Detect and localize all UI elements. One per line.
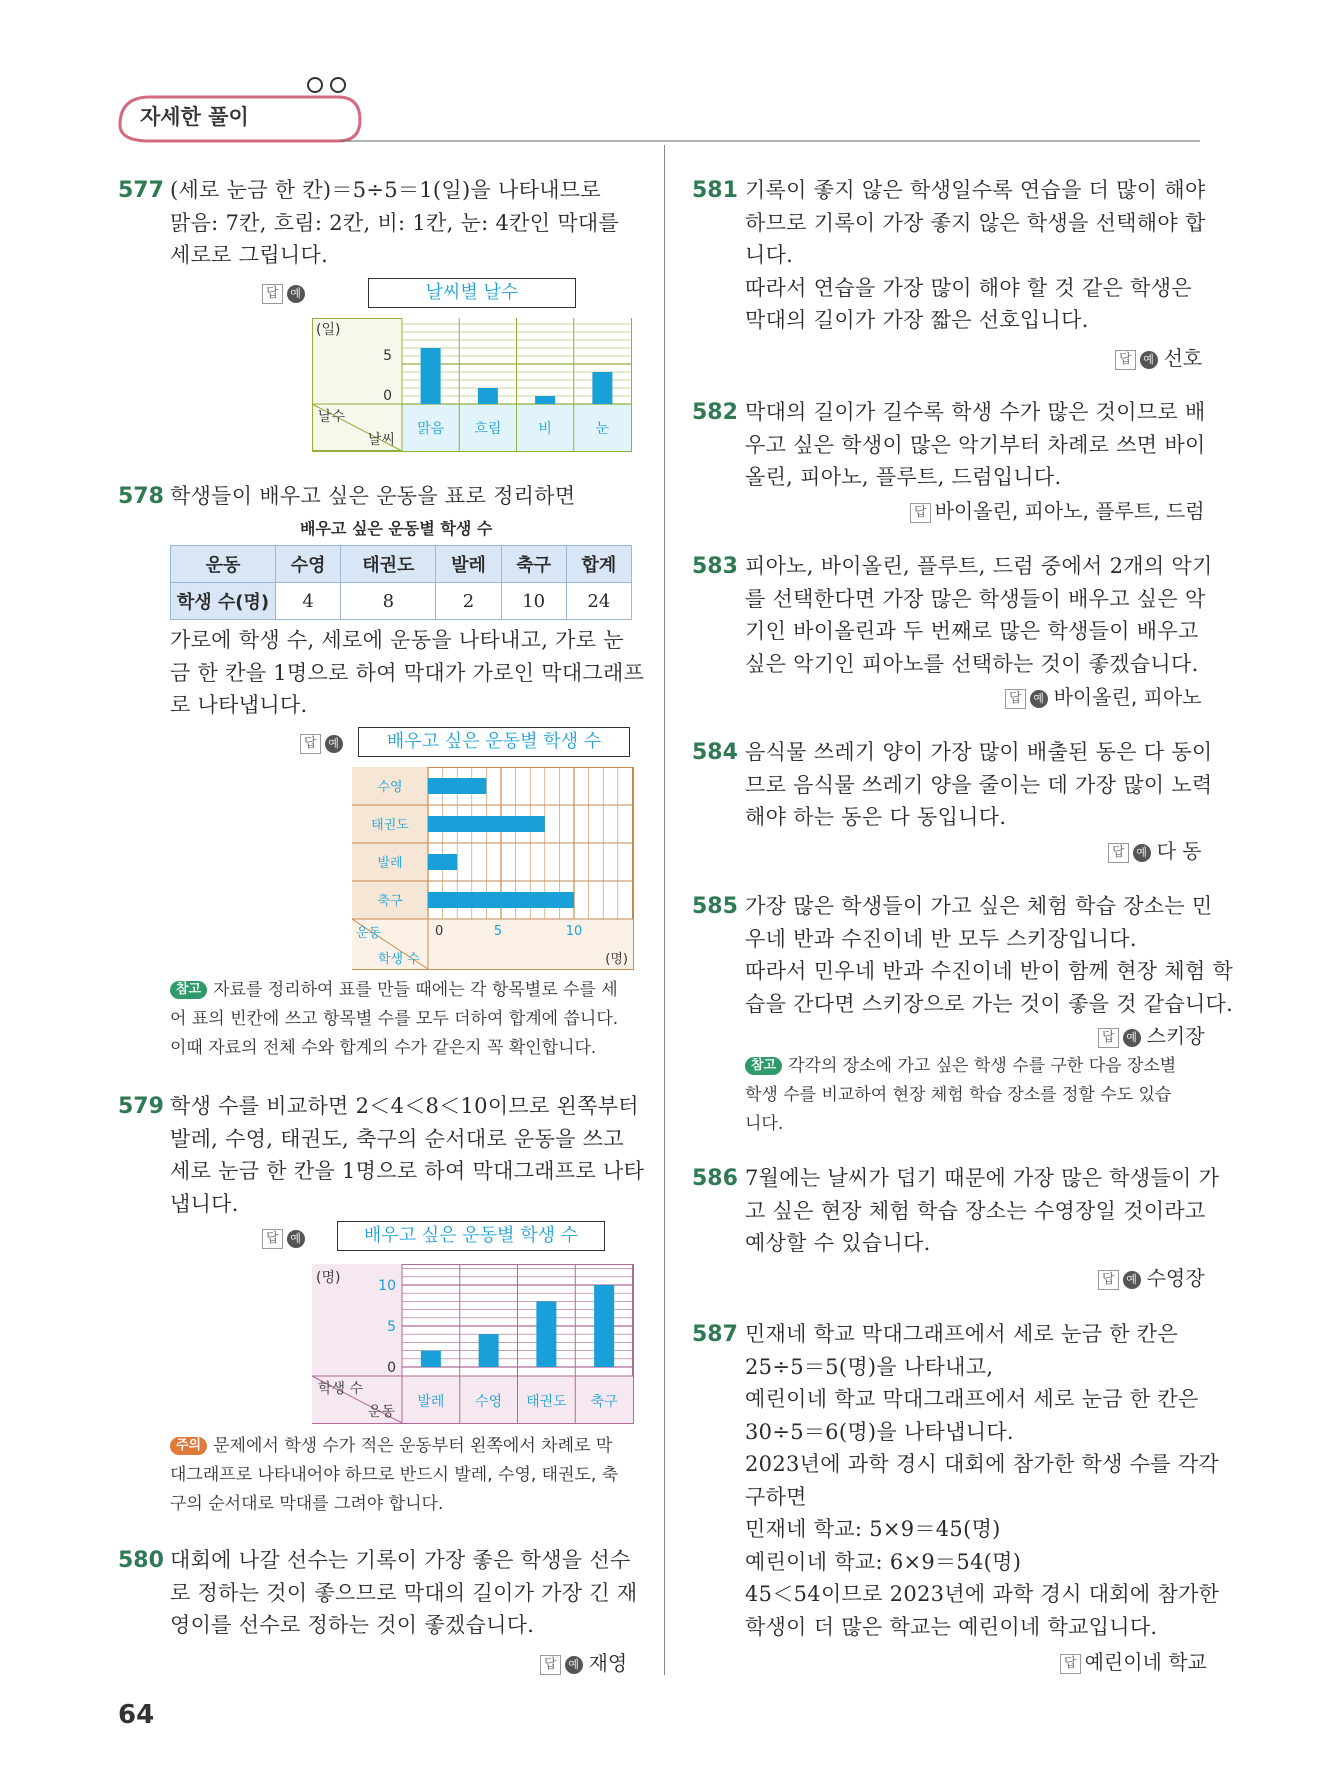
solution-text: 가로에 학생 수, 세로에 운동을 나타내고, 가로 눈 금 한 칸을 1명으로 하여 막대가 가로인 막대그래프 로 나타냅니다. — [170, 628, 645, 717]
problem-number: 577 — [118, 178, 164, 203]
y-tick: 5 — [387, 1319, 396, 1335]
data-table: 운동 수영 태권도 발레 축구 합계 학생 수(명) 4 8 2 10 24 — [170, 545, 632, 620]
solution-text: 가장 많은 학생들이 가고 싶은 체험 학습 장소는 민 우네 반과 수진이네 반 모두 스키장입니다. 따라서 민우네 반과 수진이네 반이 함께 현장 체험 학 습을 간다면 스키장으로 가는 것이 좋을 것 같습니다. — [745, 894, 1234, 1016]
problem-number: 580 — [118, 1548, 164, 1573]
corner-label: 학생 수 — [378, 952, 420, 967]
chart-title: 날씨별 날수 — [368, 278, 576, 308]
problem-number: 582 — [692, 400, 738, 425]
solution-text: (세로 눈금 한 칸)＝5÷5＝1(일)을 나타내므로 맑음: 7칸, 흐림: 2칸, 비: 1칸, 눈: 4칸인 막대를 세로로 그립니다. — [170, 178, 620, 267]
problem-number: 586 — [692, 1166, 738, 1191]
x-tick: 10 — [565, 924, 583, 939]
x-tick: 0 — [435, 924, 444, 939]
problem-number: 585 — [692, 894, 738, 919]
header-decoration — [110, 75, 1200, 145]
y-tick: 0 — [387, 1360, 396, 1376]
solution-text: 7월에는 날씨가 덥기 때문에 가장 많은 학생들이 가 고 싶은 현장 체험 학습 장소는 수영장일 것이라고 예상할 수 있습니다. — [745, 1166, 1220, 1255]
bar — [536, 1301, 556, 1367]
x-tick-label: 흐림 — [474, 421, 502, 437]
column-divider — [664, 145, 665, 1675]
answer: 답 예 스키장 — [1098, 1020, 1205, 1049]
solution-text: 학생 수를 비교하면 2＜4＜8＜10이므로 왼쪽부터 발레, 수영, 태권도, 축구의 순서대로 운동을 쓰고 세로 눈금 한 칸을 1명으로 하여 막대그래프로 나타 냅니다. — [170, 1094, 645, 1216]
bar — [479, 1334, 499, 1367]
note-label: 주의 — [170, 1437, 207, 1455]
note-label: 참고 — [745, 1057, 782, 1075]
y-unit: (일) — [316, 322, 341, 338]
y-tick-label: 축구 — [377, 894, 403, 909]
problem-number: 579 — [118, 1094, 164, 1119]
x-tick-label: 눈 — [595, 421, 610, 437]
bar — [535, 396, 555, 404]
problem-number: 583 — [692, 554, 738, 579]
answer: 답 예린이네 학교 — [1060, 1646, 1207, 1675]
answer: 답 예 다 동 — [1108, 835, 1202, 864]
x-tick: 5 — [493, 924, 503, 939]
y-tick-label: 수영 — [377, 780, 403, 795]
chart-577 — [312, 318, 632, 452]
y-tick: 5 — [383, 348, 392, 364]
answer: 답 예 바이올린, 피아노 — [1005, 681, 1202, 710]
answer-label: 답 예 — [262, 1225, 311, 1249]
bar — [428, 778, 486, 794]
corner-label: 학생 수 — [318, 1381, 364, 1397]
x-tick-label: 맑음 — [417, 421, 445, 437]
bar — [428, 816, 545, 832]
corner-label: 날수 — [318, 409, 346, 425]
page-number: 64 — [118, 1700, 155, 1730]
solution-text: 민재네 학교 막대그래프에서 세로 눈금 한 칸은 25÷5＝5(명)을 나타내고, 예린이네 학교 막대그래프에서 세로 눈금 한 칸은 30÷5＝6(명)을 나타냅니다. 2023년에 과학 경시 대회에 참가한 학생 수를 각각 구하면 민재네 학교: 5×9＝45(명) 예린이네 학교: 6×9＝54(명) 45＜54이므로 2023년에 과학 경시 대회에 참가한 학생이 더 많은 학교는 예린이네 학교입니다. — [745, 1322, 1220, 1639]
note-box: 참고 각각의 장소에 가고 싶은 학생 수를 구한 다음 장소별 학생 수를 비교하여 현장 체험 학습 장소를 정할 수도 있습 니다. — [745, 1056, 1177, 1134]
x-tick-label: 발레 — [417, 1394, 445, 1410]
bar — [428, 892, 574, 908]
y-tick: 10 — [378, 1278, 396, 1294]
bar — [421, 348, 441, 404]
note-box: 참고 자료를 정리하여 표를 만들 때에는 각 항목별로 수를 세 어 표의 빈칸에 쓰고 항목별 수를 모두 더하여 합계에 씁니다. 이때 자료의 전체 수와 합계의 수가 같은지 꼭 확인합니다. — [170, 980, 619, 1058]
solution-text: 기록이 좋지 않은 학생일수록 연습을 더 많이 해야 하므로 기록이 가장 좋지 않은 학생을 선택해야 합 니다. 따라서 연습을 가장 많이 해야 할 것 같은 학생은 막대의 길이가 가장 짧은 선호입니다. — [745, 178, 1206, 332]
chart-title: 배우고 싶은 운동별 학생 수 — [337, 1221, 605, 1251]
corner-label: 운동 — [368, 1404, 396, 1420]
chart-579 — [312, 1264, 634, 1424]
problem-number: 587 — [692, 1322, 738, 1347]
answer: 답 예 수영장 — [1098, 1262, 1205, 1291]
bar — [594, 1285, 614, 1367]
solution-text: 음식물 쓰레기 양이 가장 많이 배출된 동은 다 동이 므로 음식물 쓰레기 양을 줄이는 데 가장 많이 노력 해야 하는 동은 다 동입니다. — [745, 740, 1213, 829]
x-tick-label: 축구 — [590, 1394, 618, 1410]
solution-text: 학생들이 배우고 싶은 운동을 표로 정리하면 — [170, 484, 576, 508]
problem-number: 581 — [692, 178, 738, 203]
answer-label: 답 예 — [262, 280, 311, 304]
answer: 답 예 재영 — [540, 1647, 627, 1676]
y-unit: (명) — [316, 1270, 341, 1286]
y-tick-label: 발레 — [377, 856, 403, 871]
y-tick: 0 — [383, 388, 392, 404]
chart-title: 배우고 싶은 운동별 학생 수 — [358, 727, 630, 757]
table-title: 배우고 싶은 운동별 학생 수 — [300, 519, 493, 538]
x-tick-label: 태권도 — [526, 1394, 567, 1410]
solution-text: 피아노, 바이올린, 플루트, 드럼 중에서 2개의 악기 를 선택한다면 가장 많은 학생들이 배우고 싶은 악 기인 바이올린과 두 번째로 많은 학생들이 배우고 싶은 악기인 피아노를 선택하는 것이 좋겠습니다. — [745, 554, 1213, 676]
solution-text: 막대의 길이가 길수록 학생 수가 많은 것이므로 배 우고 싶은 학생이 많은 악기부터 차례로 쓰면 바이 올린, 피아노, 플루트, 드럼입니다. — [745, 400, 1206, 489]
corner-label: 날씨 — [368, 432, 396, 448]
note-box: 주의 문제에서 학생 수가 적은 운동부터 왼쪽에서 차례로 막 대그래프로 나타내어야 하므로 반드시 발레, 수영, 태권도, 축 구의 순서대로 막대를 그려야 합니다. — [170, 1436, 619, 1514]
answer-label: 답 예 — [300, 730, 349, 754]
bar — [428, 854, 457, 870]
solution-text: 대회에 나갈 선수는 기록이 가장 좋은 학생을 선수 로 정하는 것이 좋으므로 막대의 길이가 가장 긴 재 영이를 선수로 정하는 것이 좋겠습니다. — [170, 1548, 638, 1637]
corner-label: 운동 — [356, 926, 382, 941]
y-tick-label: 태권도 — [371, 818, 409, 833]
problem-number: 578 — [118, 484, 164, 509]
page-title: 자세한 풀이 — [140, 105, 249, 129]
note-label: 참고 — [170, 981, 207, 999]
bar — [592, 372, 612, 404]
bar — [478, 388, 498, 404]
chart-578 — [352, 767, 634, 970]
x-tick-label: 비 — [538, 421, 552, 437]
answer: 답 바이올린, 피아노, 플루트, 드럼 — [910, 495, 1205, 524]
bar — [421, 1351, 441, 1367]
x-unit: (명) — [605, 952, 628, 967]
problem-number: 584 — [692, 740, 738, 765]
answer: 답 예 선호 — [1115, 342, 1202, 371]
x-tick-label: 수영 — [475, 1394, 503, 1410]
